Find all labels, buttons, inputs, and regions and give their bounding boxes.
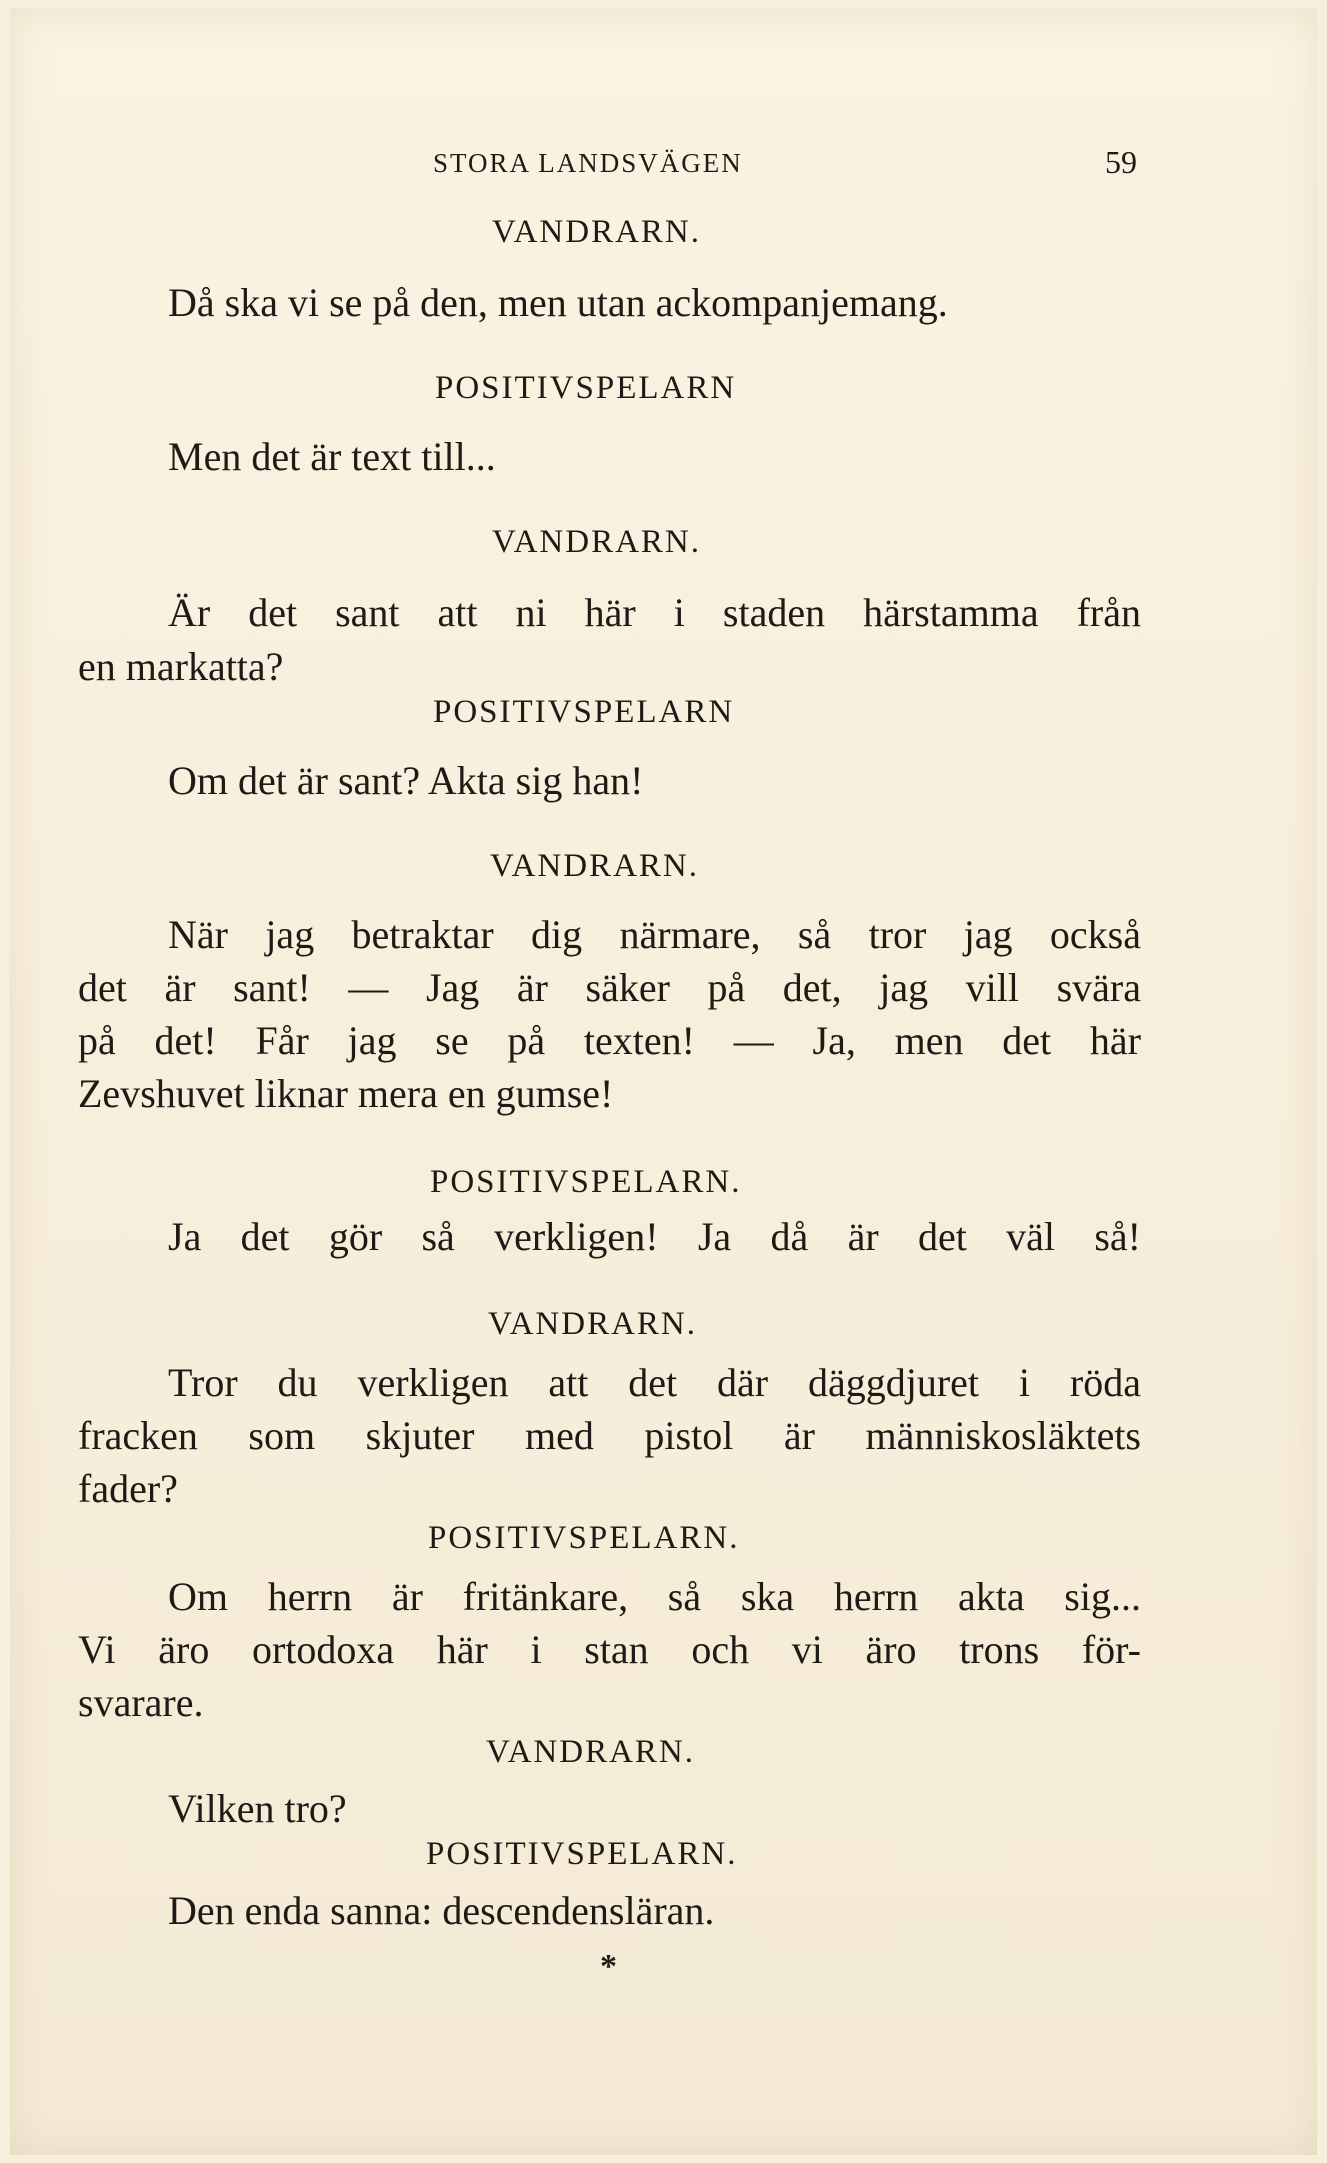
dialogue-line: Vilken tro? (168, 1786, 347, 1831)
dialogue-line: Zevshuvet liknar mera en gumse! (78, 1071, 614, 1116)
book-page (10, 8, 1317, 2155)
dialogue-line: fracken som skjuter med pistol är människosläktets (78, 1413, 1141, 1458)
dialogue-line: Då ska vi se på den, men utan ackompanjemang. (168, 280, 948, 325)
speaker-name: POSITIVSPELARN (435, 370, 737, 406)
speaker-name: POSITIVSPELARN. (428, 1520, 740, 1556)
dialogue-line: Om herrn är fritänkare, så ska herrn akta sig... (168, 1574, 1141, 1619)
dialogue-line: svarare. (78, 1680, 204, 1725)
speaker-name: VANDRARN. (490, 848, 700, 884)
section-end-asterisk: * (600, 1948, 617, 1985)
speaker-name: VANDRARN. (492, 524, 702, 560)
dialogue-line: Om det är sant? Akta sig han! (168, 758, 644, 803)
speaker-name: POSITIVSPELARN. (430, 1164, 742, 1200)
page-header (10, 144, 1317, 184)
dialogue-line: Den enda sanna: descendensläran. (168, 1888, 715, 1933)
dialogue-line: det är sant! — Jag är säker på det, jag vill svära (78, 965, 1141, 1010)
speaker-name: POSITIVSPELARN. (426, 1836, 738, 1872)
page-number: 59 (1105, 144, 1137, 180)
speaker-name: VANDRARN. (492, 214, 702, 250)
speaker-name: VANDRARN. (488, 1306, 698, 1342)
dialogue-line: på det! Får jag se på texten! — Ja, men det här (78, 1018, 1141, 1063)
dialogue-line: Vi äro ortodoxa här i stan och vi äro trons för- (78, 1627, 1141, 1672)
running-title: STORA LANDSVÄGEN (433, 148, 743, 178)
dialogue-line: Tror du verkligen att det där däggdjuret i röda (168, 1360, 1141, 1405)
speaker-name: VANDRARN. (486, 1734, 696, 1770)
dialogue-line: När jag betraktar dig närmare, så tror jag också (168, 912, 1141, 957)
dialogue-line: Är det sant att ni här i staden härstamma från (168, 590, 1141, 635)
dialogue-line: Men det är text till... (168, 434, 496, 479)
dialogue-line: Ja det gör så verkligen! Ja då är det väl så! (168, 1214, 1141, 1259)
dialogue-line: fader? (78, 1466, 178, 1511)
speaker-name: POSITIVSPELARN (433, 694, 735, 730)
dialogue-line: en markatta? (78, 644, 284, 689)
